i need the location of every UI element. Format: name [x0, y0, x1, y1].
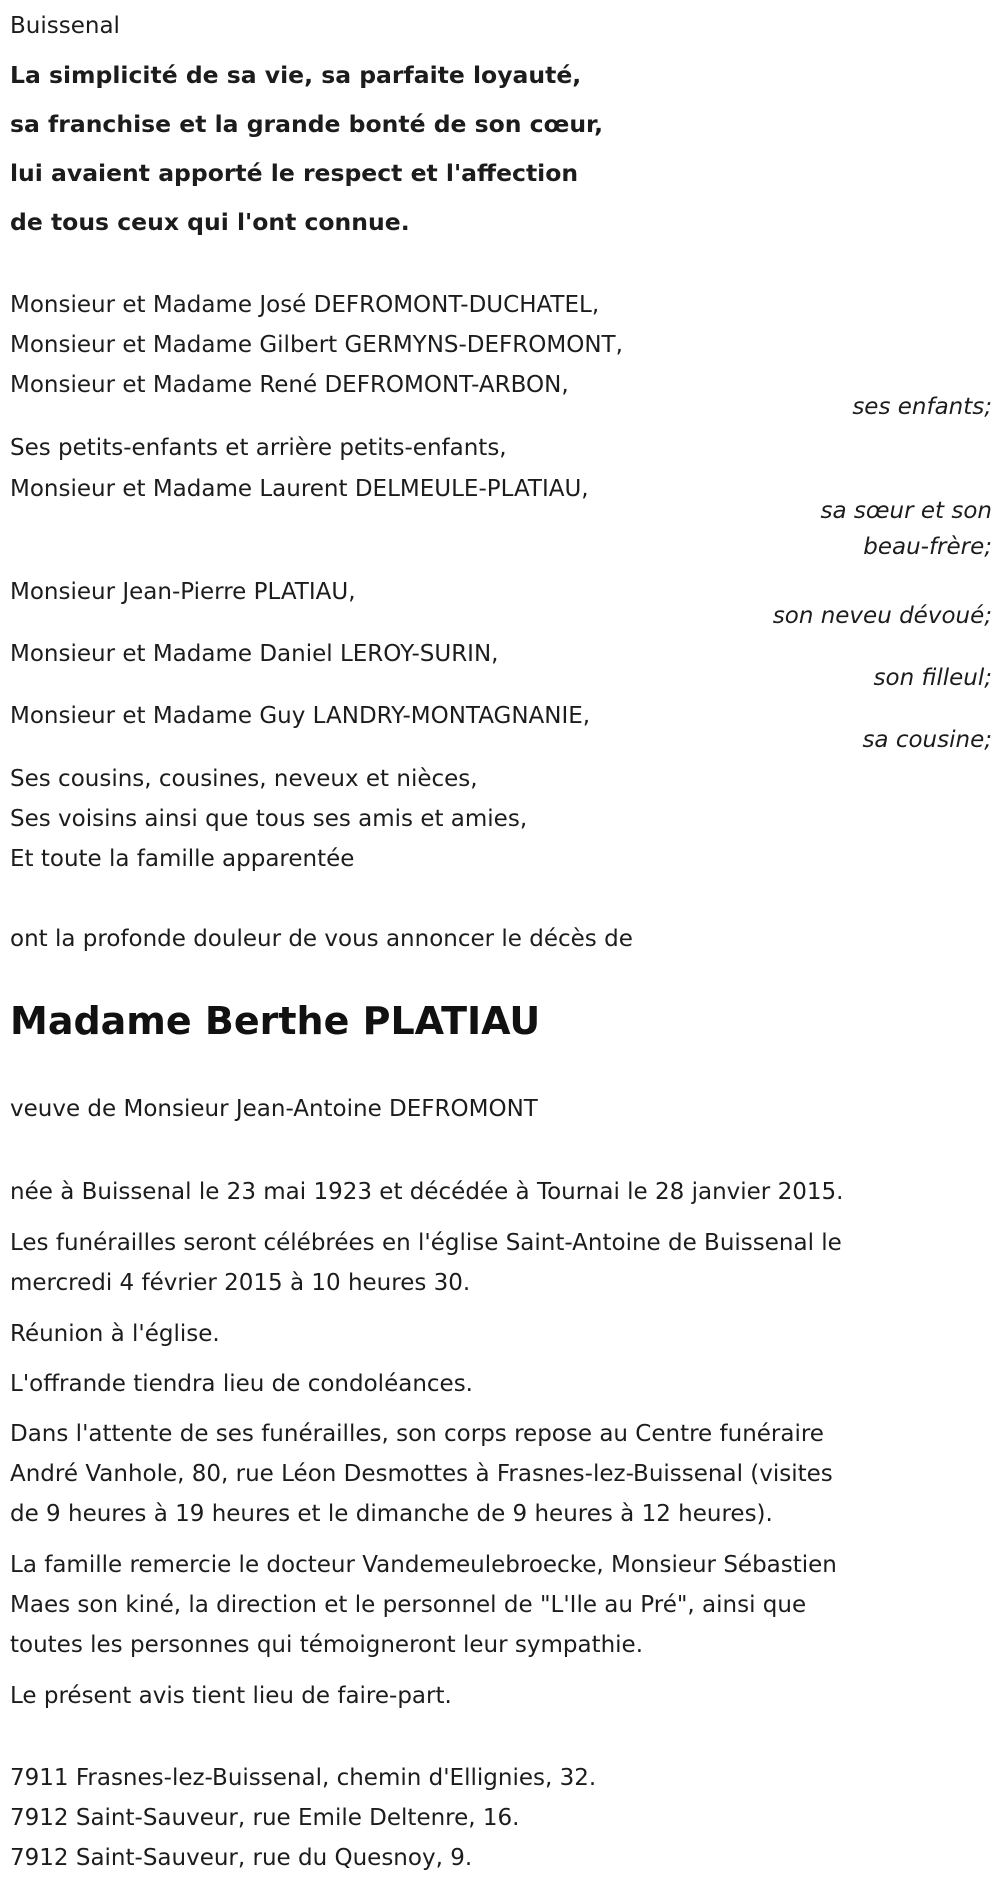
- sister-role: [821, 493, 992, 565]
- poem-line: La simplicité de sa vie, sa parfaite loyauté,: [10, 61, 582, 89]
- relatives-line: Et toute la famille apparentée: [10, 846, 355, 872]
- rest-line: André Vanhole, 80, rue Léon Desmottes à Frasnes-lez-Buissenal (visites: [10, 1461, 833, 1487]
- thanks-line: La famille remercie le docteur Vandemeulebroecke, Monsieur Sébastien: [10, 1552, 837, 1578]
- relatives-line: Ses cousins, cousines, neveux et nièces,: [10, 766, 478, 792]
- thanks-info: [10, 1545, 990, 1665]
- rest-line: Dans l'attente de ses funérailles, son corps repose au Centre funéraire: [10, 1421, 824, 1447]
- child-line: Monsieur et Madame Gilbert GERMYNS-DEFROMONT,: [10, 332, 623, 358]
- offering-info: L'offrande tiendra lieu de condoléances.: [10, 1371, 473, 1397]
- place-name: Buissenal: [10, 13, 120, 39]
- addresses: [10, 1758, 596, 1878]
- other-relatives: [10, 759, 527, 879]
- sister-role-line: beau-frère;: [863, 534, 992, 560]
- widow-of: veuve de Monsieur Jean-Antoine DEFROMONT: [10, 1096, 538, 1122]
- nephew-role: son neveu dévoué;: [772, 603, 992, 629]
- thanks-line: Maes son kiné, la direction et le personnel de "L'Ile au Pré", ainsi que: [10, 1592, 807, 1618]
- rest-line: de 9 heures à 19 heures et le dimanche de 9 heures à 12 heures).: [10, 1501, 773, 1527]
- cousin-line: Monsieur et Madame Guy LANDRY-MONTAGNANIE,: [10, 703, 591, 729]
- poem-line: de tous ceux qui l'ont connue.: [10, 208, 410, 236]
- child-line: Monsieur et Madame René DEFROMONT-ARBON,: [10, 372, 569, 398]
- cousin-role: sa cousine;: [862, 727, 992, 753]
- funeral-line: Les funérailles seront célébrées en l'église Saint-Antoine de Buissenal le: [10, 1230, 842, 1256]
- children-role: ses enfants;: [852, 394, 992, 420]
- deceased-name: Madame Berthe PLATIAU: [10, 999, 541, 1043]
- nephew-line: Monsieur Jean-Pierre PLATIAU,: [10, 579, 356, 605]
- rest-info: [10, 1414, 990, 1534]
- birth-death: née à Buissenal le 23 mai 1923 et décédée à Tournai le 28 janvier 2015.: [10, 1179, 844, 1205]
- notice-line: Le présent avis tient lieu de faire-part.: [10, 1683, 452, 1709]
- meeting-info: Réunion à l'église.: [10, 1321, 220, 1347]
- funeral-line: mercredi 4 février 2015 à 10 heures 30.: [10, 1270, 471, 1296]
- godson-line: Monsieur et Madame Daniel LEROY-SURIN,: [10, 641, 499, 667]
- child-line: Monsieur et Madame José DEFROMONT-DUCHATEL,: [10, 292, 600, 318]
- address-line: 7912 Saint-Sauveur, rue du Quesnoy, 9.: [10, 1845, 473, 1871]
- poem-line: sa franchise et la grande bonté de son cœur,: [10, 110, 604, 138]
- poem-line: lui avaient apporté le respect et l'affection: [10, 159, 579, 187]
- sister-role-line: sa sœur et son: [820, 498, 992, 524]
- announcement: ont la profonde douleur de vous annoncer le décès de: [10, 926, 633, 952]
- children-list: [10, 285, 623, 405]
- thanks-line: toutes les personnes qui témoigneront leur sympathie.: [10, 1632, 644, 1658]
- funeral-info: [10, 1223, 990, 1303]
- address-line: 7911 Frasnes-lez-Buissenal, chemin d'Ellignies, 32.: [10, 1765, 597, 1791]
- poem: [10, 51, 603, 247]
- relatives-line: Ses voisins ainsi que tous ses amis et amies,: [10, 806, 528, 832]
- grandchildren-line: Ses petits-enfants et arrière petits-enfants,: [10, 435, 507, 461]
- address-line: 7912 Saint-Sauveur, rue Emile Deltenre, 16.: [10, 1805, 520, 1831]
- godson-role: son filleul;: [873, 665, 992, 691]
- sister-line: Monsieur et Madame Laurent DELMEULE-PLATIAU,: [10, 476, 589, 502]
